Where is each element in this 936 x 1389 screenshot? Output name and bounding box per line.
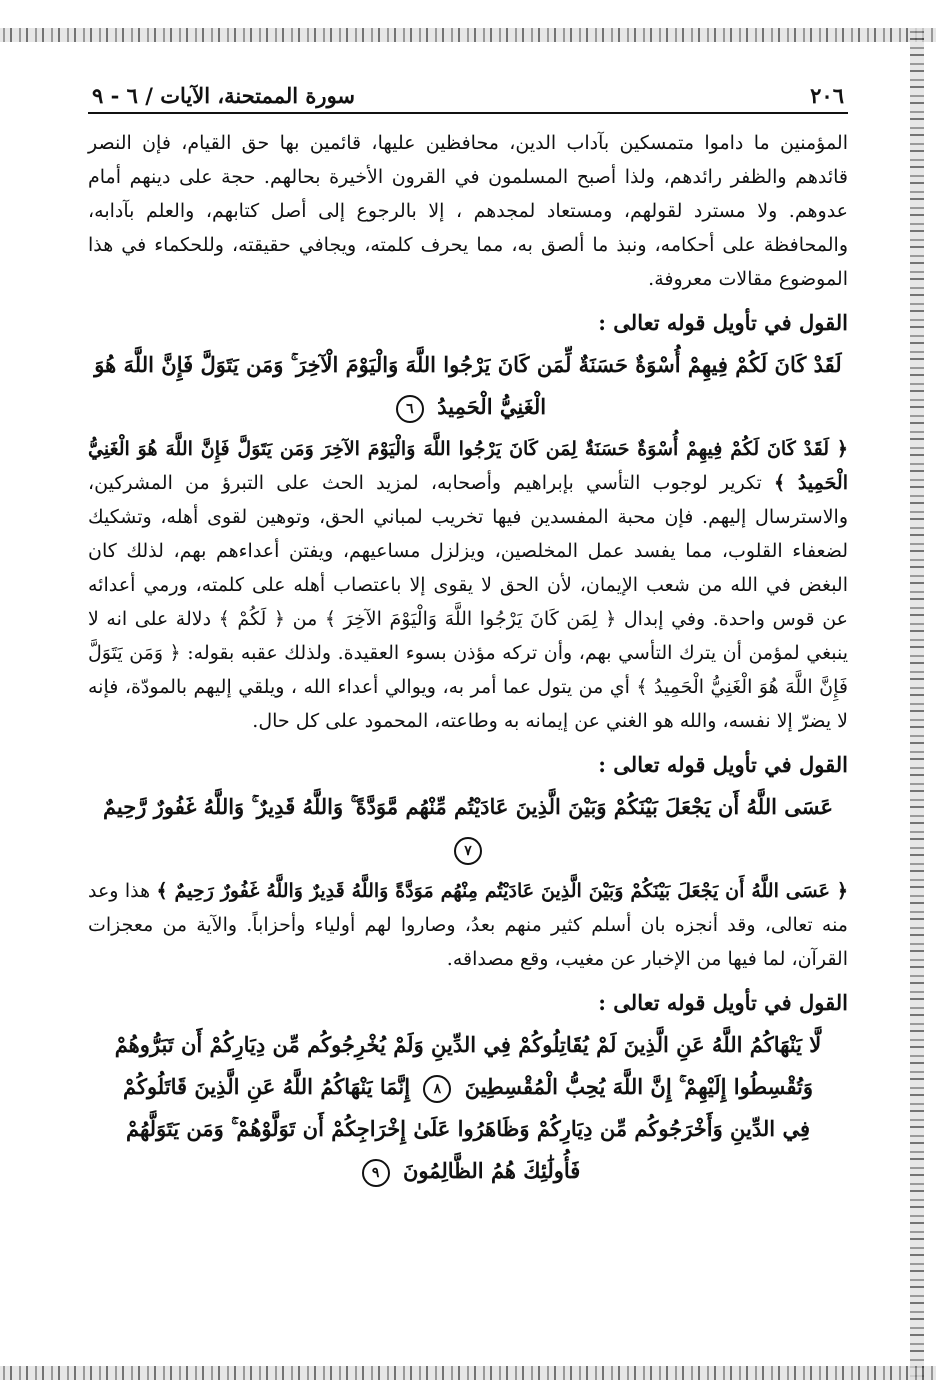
verse-line <box>88 1066 848 1108</box>
decorative-border-right <box>910 28 924 1380</box>
quran-verse-6 <box>88 344 848 428</box>
verse-text: لَقَدْ كَانَ لَكُمْ فِيهِمْ أُسْوَةٌ حَسَنَةٌ لِّمَن كَانَ يَرْجُوا اللَّهَ وَالْيَوْمَ الْآخِرَ ۚ وَمَن يَتَوَلَّ فَإِنَّ اللَّهَ هُوَ الْغَنِيُّ الْحَمِيدُ <box>94 352 842 419</box>
decorative-border-top <box>0 28 936 42</box>
verse-number-marker: ٧ <box>454 837 482 865</box>
commentary-text: هذا وعد منه تعالى، وقد أنجزه بان أسلم كثير منهم بعدُ، وصاروا لهم أولياء وأحزاباً. والآية من معجزات القرآن، لما فيها من الإخبار عن مغيب، وقع مصداقه. <box>88 880 848 970</box>
commentary-verse-7 <box>88 874 848 976</box>
commentary-verse-6 <box>88 432 848 738</box>
section-heading-3: القول في تأويل قوله تعالى : <box>598 990 848 1015</box>
book-page <box>88 60 848 1350</box>
verse-line: لَّا يَنْهَاكُمُ اللَّهُ عَنِ الَّذِينَ لَمْ يُقَاتِلُوكُمْ فِي الدِّينِ وَلَمْ يُخْرِجُوكُم مِّن دِيَارِكُمْ أَن تَبَرُّوهُمْ <box>114 1032 822 1057</box>
commentary-text: تكرير لوجوب التأسي بإبراهيم وأصحابه، لمزيد الحث على التبرؤ من المشركين، والاسترسال إليهم. فإن محبة المفسدين فيها تخريب لمباني الحق، وتوهين لقوى أهله، وتشكيك لضعفاء القلوب، مما يفسد عمل المخلصين، ويزلزل مساعيهم، ويفتن أعداءهم بهم، لذلك كان البغض في الله من شعب الإيمان، لأن الحق لا يقوى إلا باعتصاب أهله على كلمته، ورمي أعدائه عن قوس واحدة. وفي إبدال ﴿ لِمَن كَانَ يَرْجُوا اللَّهَ وَالْيَوْمَ الآخِرَ ﴾ من ﴿ لَكُمْ ﴾ دلالة على انه لا ينبغي لمؤمن أن يترك التأسي بهم، وأن تركه مؤذن بسوء العقيدة. ولذلك عقبه بقوله: ﴿ وَمَن يَتَوَلَّ فَإِنَّ اللَّهَ هُوَ الْغَنِيُّ الْحَمِيدُ ﴾ أي من يتول عما أمر به، ويوالي أعداء الله ، ويلقي إليهم بالمودّة، فإنه لا يضرّ إلا نفسه، والله هو الغني عن إيمانه به وطاعته، المحمود على كل حال. <box>88 472 848 732</box>
verse-number-marker: ٦ <box>396 395 424 423</box>
page-body <box>88 126 848 1192</box>
verse-text: فَأُولَٰئِكَ هُمُ الظَّالِمُونَ <box>402 1158 581 1183</box>
decorative-border-bottom <box>0 1366 936 1380</box>
running-header <box>88 60 848 114</box>
section-heading-2: القول في تأويل قوله تعالى : <box>598 752 848 777</box>
verse-text: إِنَّمَا يَنْهَاكُمُ اللَّهُ عَنِ الَّذِينَ قَاتَلُوكُمْ <box>122 1074 411 1099</box>
verse-text: عَسَى اللَّهُ أَن يَجْعَلَ بَيْنَكُمْ وَبَيْنَ الَّذِينَ عَادَيْتُم مِّنْهُم مَّوَدَّةً ۚ وَاللَّهُ قَدِيرٌ ۚ وَاللَّهُ غَفُورٌ رَّحِيمٌ <box>102 794 834 819</box>
verse-number-marker: ٩ <box>362 1159 390 1187</box>
commentary-quote: ﴿ لَقَدْ كَانَ لَكُمْ فِيهِمْ أُسْوَةٌ حَسَنَةٌ لِمَن كَانَ يَرْجُوا اللَّهَ وَالْيَوْمَ الآخِرَ وَمَن يَتَوَلَّ فَإِنَّ اللَّهَ هُوَ الْغَنِيُّ الْحَمِيدُ ﴾ <box>88 438 848 494</box>
verse-text: وَتُقْسِطُوا إِلَيْهِمْ ۚ إِنَّ اللَّهَ يُحِبُّ الْمُقْسِطِينَ <box>464 1074 814 1099</box>
page-number: ٢٠٦ <box>810 83 844 108</box>
section-heading-1: القول في تأويل قوله تعالى : <box>598 310 848 335</box>
intro-paragraph: المؤمنين ما داموا متمسكين بآداب الدين، محافظين عليها، قائمين بها حق القيام، فإن النصر قائدهم والظفر رائدهم، ولذا أصبح المسلمون في القرون الأخيرة بحالهم. حجة على دينهم أمام عدوهم. ولا مسترد لقولهم، ومستعاد لمجدهم ، إلا بالرجوع إلى أصل كتابهم، والعلم بآدابه، والمحافظة على أحكامه، ونبذ ما ألصق به، مما يحرف كلمته، ويجافي حقيقته، وللحكماء في هذا الموضوع مقالات معروفة. <box>88 132 848 290</box>
quran-verse-7 <box>88 786 848 870</box>
verse-line: فِي الدِّينِ وَأَخْرَجُوكُم مِّن دِيَارِكُمْ وَظَاهَرُوا عَلَىٰ إِخْرَاجِكُمْ أَن تَوَلَّوْهُمْ ۚ وَمَن يَتَوَلَّهُمْ <box>126 1116 810 1141</box>
commentary-quote: ﴿ عَسَى اللَّهُ أَن يَجْعَلَ بَيْنَكُمْ وَبَيْنَ الَّذِينَ عَادَيْتُم مِنْهُم مَوَدَّةً وَاللَّهُ قَدِيرٌ وَاللَّهُ غَفُورٌ رَحِيمٌ ﴾ <box>156 880 848 902</box>
verse-number-marker: ٨ <box>423 1075 451 1103</box>
verse-line <box>88 1150 848 1192</box>
running-title: سورة الممتحنة، الآيات / ٦ - ٩ <box>92 83 356 108</box>
quran-verses-8-9 <box>88 1024 848 1192</box>
